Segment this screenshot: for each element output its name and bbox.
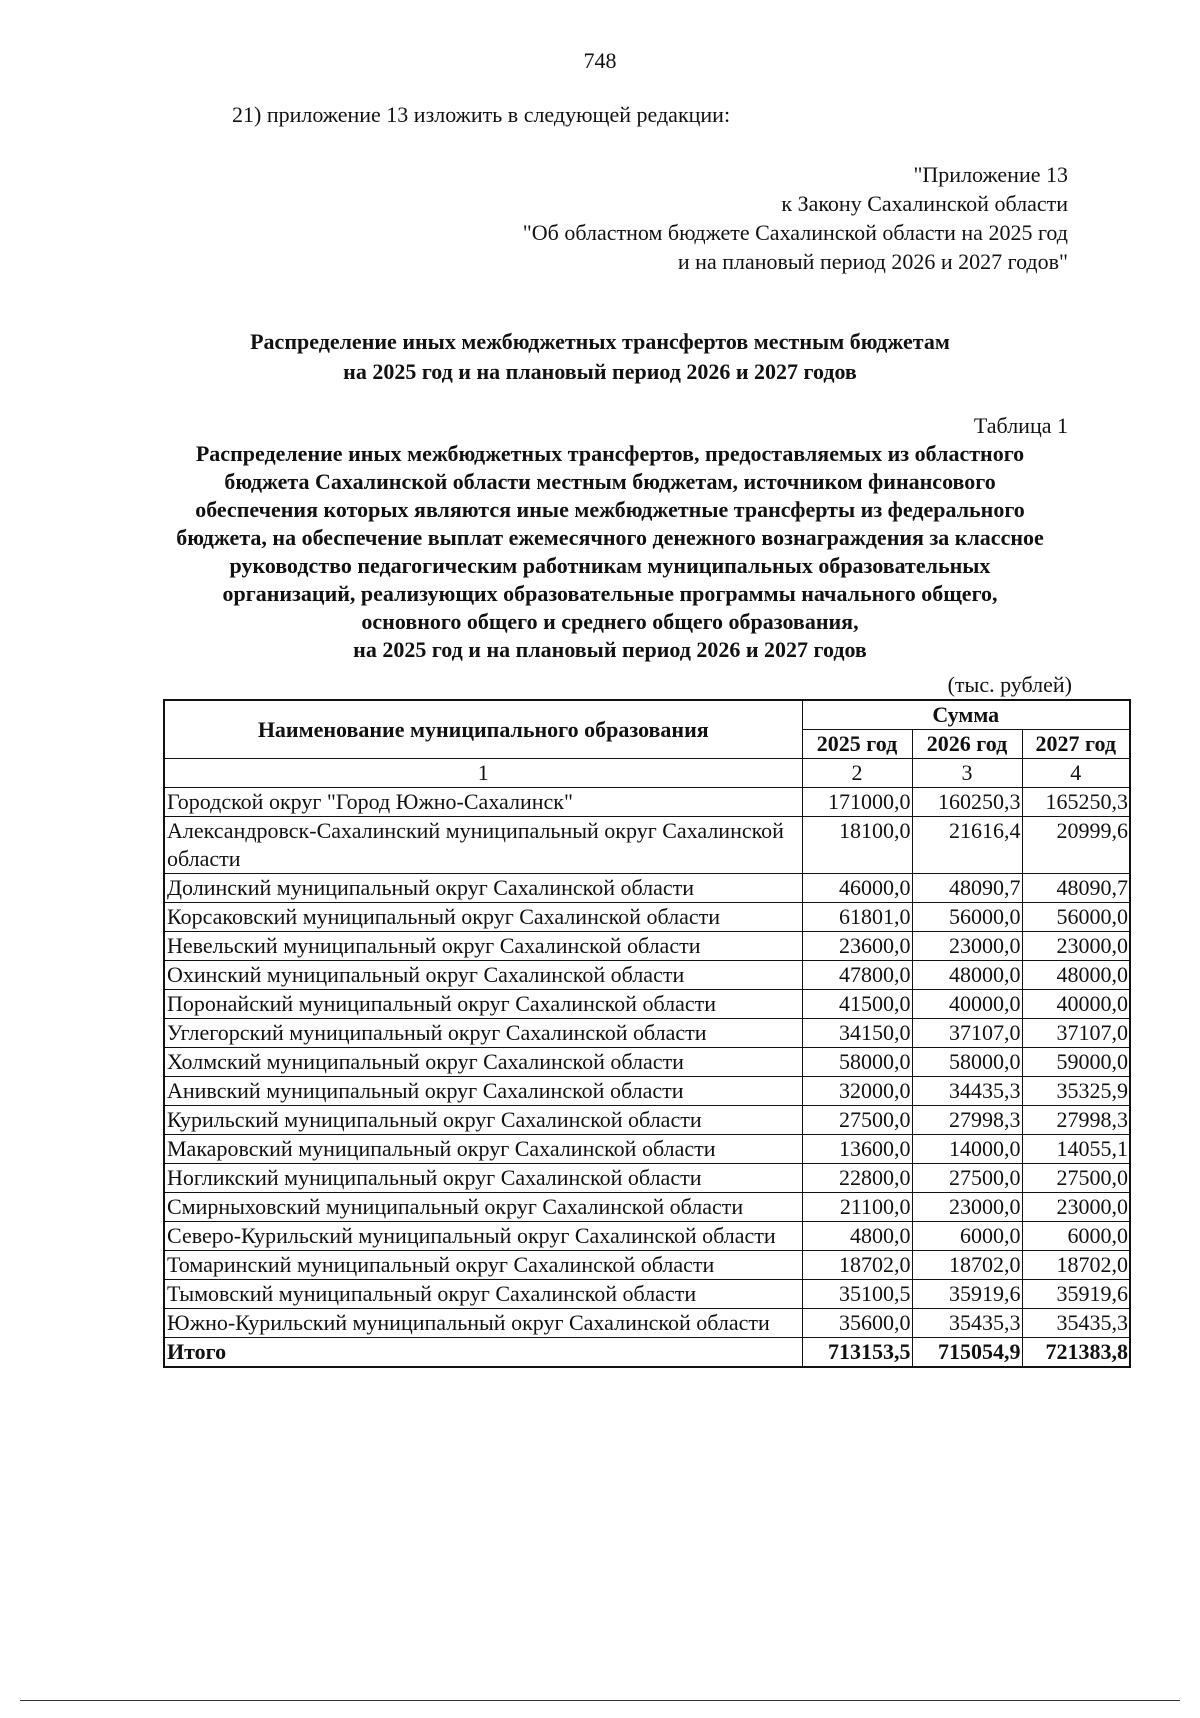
amount-2025: 32000,0 xyxy=(802,1077,912,1106)
municipality-name: Макаровский муниципальный округ Сахалинской области xyxy=(164,1135,802,1164)
amount-2026: 48090,7 xyxy=(912,874,1022,903)
table-row xyxy=(164,961,1130,990)
column-index: 3 xyxy=(912,759,1022,788)
main-title-line: на 2025 год и на плановый период 2026 и 2027 годов xyxy=(343,359,857,384)
amount-2027: 48090,7 xyxy=(1022,874,1130,903)
amount-2026: 27998,3 xyxy=(912,1106,1022,1135)
municipality-name: Углегорский муниципальный округ Сахалинской области xyxy=(164,1019,802,1048)
table-row xyxy=(164,1164,1130,1193)
table-row xyxy=(164,1048,1130,1077)
amount-2027: 18702,0 xyxy=(1022,1251,1130,1280)
table-title-line: основного общего и среднего общего образования, xyxy=(361,609,859,634)
table-row xyxy=(164,1251,1130,1280)
municipality-name: Смирныховский муниципальный округ Сахалинской области xyxy=(164,1193,802,1222)
header-year-2025: 2025 год xyxy=(802,730,912,759)
main-title xyxy=(0,327,1200,387)
amount-2026: 14000,0 xyxy=(912,1135,1022,1164)
amount-2027: 27500,0 xyxy=(1022,1164,1130,1193)
table-label: Таблица 1 xyxy=(973,413,1068,438)
municipality-name: Томаринский муниципальный округ Сахалинской области xyxy=(164,1251,802,1280)
table-row xyxy=(164,1193,1130,1222)
amount-2025: 58000,0 xyxy=(802,1048,912,1077)
appendix-reference xyxy=(523,160,1068,276)
table-body xyxy=(164,788,1130,1338)
amount-2026: 160250,3 xyxy=(912,788,1022,817)
table-row xyxy=(164,817,1130,874)
amount-2026: 34435,3 xyxy=(912,1077,1022,1106)
table-row xyxy=(164,1077,1130,1106)
table-row xyxy=(164,903,1130,932)
amount-2025: 35100,5 xyxy=(802,1280,912,1309)
header-municipality: Наименование муниципального образования xyxy=(164,700,802,759)
municipality-name: Корсаковский муниципальный округ Сахалинской области xyxy=(164,903,802,932)
table-row xyxy=(164,1309,1130,1338)
amount-2026: 37107,0 xyxy=(912,1019,1022,1048)
table-title-line: организаций, реализующих образовательные программы начального общего, xyxy=(222,581,998,606)
municipality-name: Александровск-Сахалинский муниципальный округ Сахалинской области xyxy=(164,817,802,874)
page-number: 748 xyxy=(583,48,617,73)
amount-2025: 21100,0 xyxy=(802,1193,912,1222)
amount-2025: 22800,0 xyxy=(802,1164,912,1193)
amount-2026: 40000,0 xyxy=(912,990,1022,1019)
table-row xyxy=(164,1135,1130,1164)
table-row xyxy=(164,990,1130,1019)
amount-2027: 59000,0 xyxy=(1022,1048,1130,1077)
amount-2027: 40000,0 xyxy=(1022,990,1130,1019)
amount-2026: 27500,0 xyxy=(912,1164,1022,1193)
amount-2026: 21616,4 xyxy=(912,817,1022,874)
amount-2027: 56000,0 xyxy=(1022,903,1130,932)
amount-2027: 35435,3 xyxy=(1022,1309,1130,1338)
table-row xyxy=(164,1019,1130,1048)
appendix-line: "Об областном бюджете Сахалинской области на 2025 год xyxy=(522,220,1068,245)
amount-2027: 14055,1 xyxy=(1022,1135,1130,1164)
amount-2027: 48000,0 xyxy=(1022,961,1130,990)
header-year-2026: 2026 год xyxy=(912,730,1022,759)
appendix-line: "Приложение 13 xyxy=(913,162,1068,187)
table-title-line: Распределение иных межбюджетных трансфертов, предоставляемых из областного xyxy=(195,441,1025,466)
municipality-name: Городской округ "Город Южно-Сахалинск" xyxy=(164,788,802,817)
total-row xyxy=(164,1338,1130,1368)
table-title-line: обеспечения которых являются иные межбюджетные трансферты из федерального xyxy=(195,497,1025,522)
amount-2026: 18702,0 xyxy=(912,1251,1022,1280)
amount-2025: 27500,0 xyxy=(802,1106,912,1135)
municipality-name: Охинский муниципальный округ Сахалинской области xyxy=(164,961,802,990)
intro-paragraph: 21) приложение 13 изложить в следующей редакции: xyxy=(232,102,731,127)
amount-2027: 23000,0 xyxy=(1022,932,1130,961)
municipality-name: Невельский муниципальный округ Сахалинской области xyxy=(164,932,802,961)
header-sum: Сумма xyxy=(802,700,1130,730)
main-title-line: Распределение иных межбюджетных трансфертов местным бюджетам xyxy=(250,329,950,354)
amount-2025: 46000,0 xyxy=(802,874,912,903)
municipality-name: Южно-Курильский муниципальный округ Сахалинской области xyxy=(164,1309,802,1338)
amount-2027: 6000,0 xyxy=(1022,1222,1130,1251)
amount-2025: 47800,0 xyxy=(802,961,912,990)
column-index: 1 xyxy=(164,759,802,788)
table-row xyxy=(164,1106,1130,1135)
table-row xyxy=(164,1280,1130,1309)
municipality-name: Тымовский муниципальный округ Сахалинской области xyxy=(164,1280,802,1309)
amount-2025: 13600,0 xyxy=(802,1135,912,1164)
amount-2025: 61801,0 xyxy=(802,903,912,932)
amount-2025: 23600,0 xyxy=(802,932,912,961)
bottom-rule xyxy=(20,1700,1180,1701)
column-index: 2 xyxy=(802,759,912,788)
table-row xyxy=(164,932,1130,961)
column-index: 4 xyxy=(1022,759,1130,788)
municipality-name: Северо-Курильский муниципальный округ Сахалинской области xyxy=(164,1222,802,1251)
amount-2025: 18702,0 xyxy=(802,1251,912,1280)
amount-2027: 20999,6 xyxy=(1022,817,1130,874)
total-2025: 713153,5 xyxy=(802,1338,912,1368)
municipality-name: Холмский муниципальный округ Сахалинской области xyxy=(164,1048,802,1077)
amount-2026: 35435,3 xyxy=(912,1309,1022,1338)
table-title-line: бюджета, на обеспечение выплат ежемесячного денежного вознаграждения за классное xyxy=(176,525,1044,550)
municipality-name: Поронайский муниципальный округ Сахалинской области xyxy=(164,990,802,1019)
total-label: Итого xyxy=(164,1338,802,1368)
units-label: (тыс. рублей) xyxy=(947,672,1072,697)
amount-2025: 171000,0 xyxy=(802,788,912,817)
amount-2025: 35600,0 xyxy=(802,1309,912,1338)
amount-2025: 4800,0 xyxy=(802,1222,912,1251)
amount-2027: 23000,0 xyxy=(1022,1193,1130,1222)
amount-2026: 6000,0 xyxy=(912,1222,1022,1251)
table-title-line: на 2025 год и на плановый период 2026 и 2027 годов xyxy=(353,637,867,662)
appendix-line: к Закону Сахалинской области xyxy=(781,191,1068,216)
table-row xyxy=(164,788,1130,817)
amount-2026: 23000,0 xyxy=(912,1193,1022,1222)
municipality-name: Курильский муниципальный округ Сахалинской области xyxy=(164,1106,802,1135)
amount-2026: 56000,0 xyxy=(912,903,1022,932)
table-row xyxy=(164,1222,1130,1251)
amount-2027: 35325,9 xyxy=(1022,1077,1130,1106)
total-2027: 721383,8 xyxy=(1022,1338,1130,1368)
amount-2025: 18100,0 xyxy=(802,817,912,874)
appendix-line: и на плановый период 2026 и 2027 годов" xyxy=(677,249,1068,274)
amount-2027: 37107,0 xyxy=(1022,1019,1130,1048)
amount-2026: 35919,6 xyxy=(912,1280,1022,1309)
amount-2026: 58000,0 xyxy=(912,1048,1022,1077)
total-2026: 715054,9 xyxy=(912,1338,1022,1368)
transfers-table xyxy=(163,699,1131,1368)
table-row xyxy=(164,874,1130,903)
municipality-name: Анивский муниципальный округ Сахалинской области xyxy=(164,1077,802,1106)
amount-2027: 35919,6 xyxy=(1022,1280,1130,1309)
amount-2027: 165250,3 xyxy=(1022,788,1130,817)
amount-2025: 34150,0 xyxy=(802,1019,912,1048)
table-title xyxy=(150,440,1070,664)
table-title-line: бюджета Сахалинской области местным бюджетам, источником финансового xyxy=(224,469,996,494)
municipality-name: Долинский муниципальный округ Сахалинской области xyxy=(164,874,802,903)
amount-2026: 23000,0 xyxy=(912,932,1022,961)
amount-2025: 41500,0 xyxy=(802,990,912,1019)
amount-2026: 48000,0 xyxy=(912,961,1022,990)
table-title-line: руководство педагогическим работникам муниципальных образовательных xyxy=(229,553,991,578)
header-year-2027: 2027 год xyxy=(1022,730,1130,759)
amount-2027: 27998,3 xyxy=(1022,1106,1130,1135)
municipality-name: Ногликский муниципальный округ Сахалинской области xyxy=(164,1164,802,1193)
